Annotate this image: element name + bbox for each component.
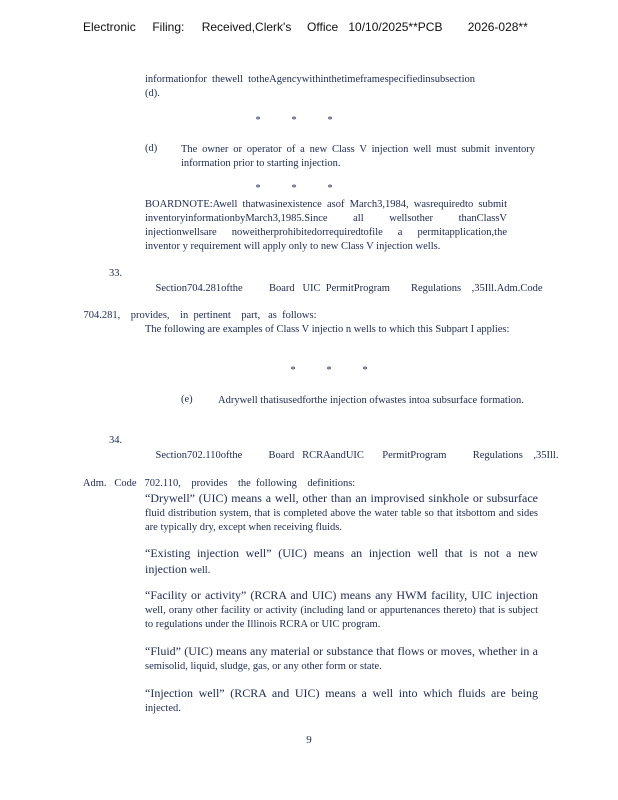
ellipsis-stars-1: * * * [255,115,333,126]
paragraph-number-34: 34. [109,435,123,446]
item-e-text: Adrywell thatisusedforthe injection ofwastes intoa subsurface formation. [218,395,524,406]
paragraph-33-line-2: 704.281, provides, in pertinent part, as follows: [83,310,317,321]
paragraph-information: informationfor thewell totheAgencywithinthetimeframespecifiedinsubsection (d). [145,74,475,99]
board-note: BOARDNOTE:Awell thatwasinexistence asof March3,1984, wasrequiredto submit inventoryinformationbyMarch3,1985.Since all wellsother thanClassV injectionwellsare noweitherprohibitedorrequiredtofile a permitapplication,the inventor y requirement will apply only to new Class V injection wells. [145,199,507,252]
header-filing: Filing: [152,20,185,34]
class-v-examples-intro: The following are examples of Class V injectio n wells to which this Subpart I applies: [145,324,510,335]
paragraph-number-33: 33. [109,268,123,279]
definition-fluid: “Fluid” (UIC) means any material or substance that flows or moves, whether in a semisolid, liquid, sludge, gas, or any other form or state. [145,644,538,672]
ellipsis-stars-3: * * * [290,365,368,376]
header-case-number: 2026-028** [467,20,528,34]
definition-drywell: “Drywell” (UIC) means a well, other than an improvised sinkhole or subsurface fluid distribution system, that is completed above the water table so that itsbottom and sides are typically dry, except when receiving fluids. [145,491,538,533]
item-e-label: (e) [181,394,193,405]
item-d-text: The owner or operator of a new Class V injection well must submit inventory information prior to starting injection. [181,144,535,169]
filing-header [83,20,528,34]
header-date-pcb: 10/10/2025**PCB [348,20,443,34]
paragraph-34-line-2: Adm. Code 702.110, provides the following definitions: [82,478,356,489]
header-electronic: Electronic [83,20,136,34]
definition-existing-injection-well: “Existing injection well” (UIC) means an injection well that is not a new injection well. [145,546,538,576]
header-office: Office [307,20,339,34]
definition-facility-or-activity: “Facility or activity” (RCRA and UIC) means any HWM facility, UIC injection well, orany other facility or activity (including land or appurtenances thereto) that is subject to regulations under the Illinois RCRA or UIC program. [145,588,538,630]
item-d-label: (d) [145,143,158,154]
definition-injection-well: “Injection well” (RCRA and UIC) means a well into which fluids are being injected. [145,686,538,714]
page-number: 9 [306,734,312,746]
ellipsis-stars-2: * * * [255,183,333,194]
paragraph-34-line-1: Section702.110ofthe Board RCRAandUIC PermitProgram Regulations ,35Ill. [155,450,559,461]
paragraph-33-line-1: Section704.281ofthe Board UIC PermitProgram Regulations ,35Ill.Adm.Code [155,283,543,294]
header-received-clerks: Received,Clerk's [201,20,292,34]
